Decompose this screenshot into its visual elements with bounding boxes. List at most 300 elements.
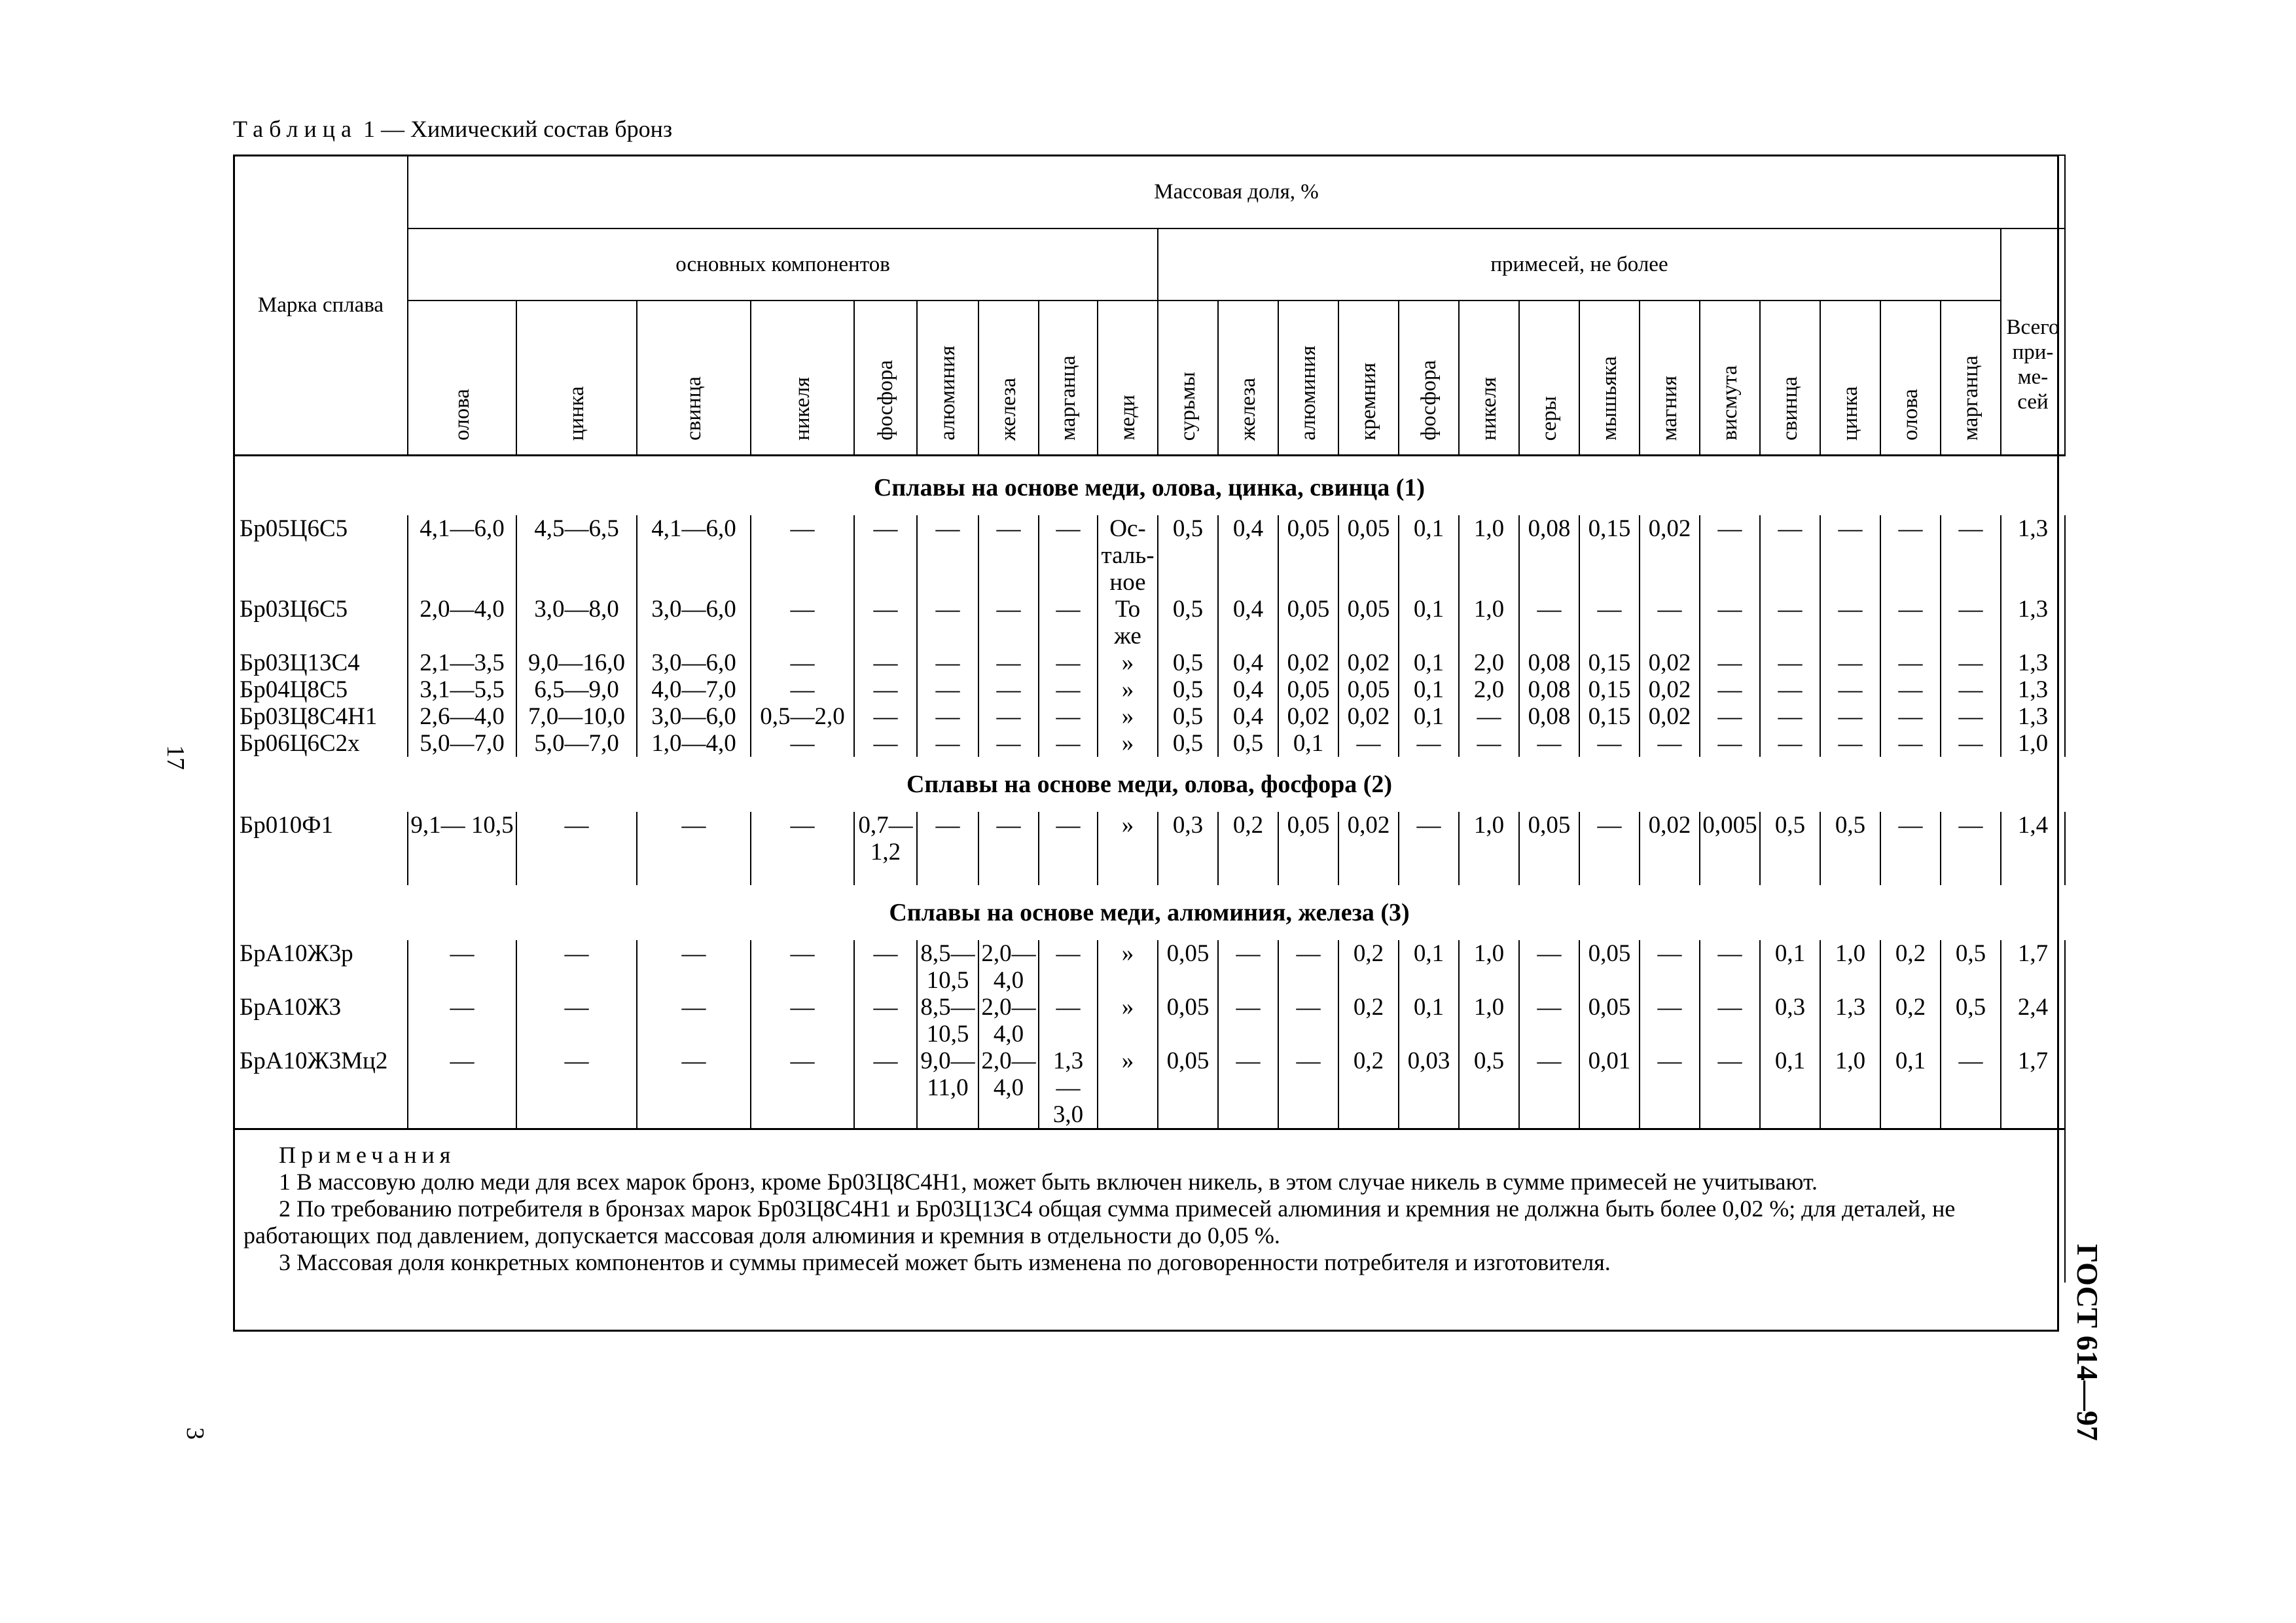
- main-value-cell: 6,5—9,0: [516, 676, 637, 703]
- column-header-row: [234, 301, 2065, 456]
- impurity-value-cell: 0,15: [1579, 676, 1640, 703]
- main-value-cell: —: [637, 994, 751, 1048]
- impurity-value-cell: 0,1: [1399, 940, 1459, 994]
- impurity-value-cell: 0,5: [1158, 515, 1218, 596]
- main-value-cell: —: [854, 649, 917, 676]
- impurity-value-cell: 0,3: [1760, 994, 1820, 1048]
- main-value-cell: —: [854, 1048, 917, 1129]
- impurity-value-cell: 0,05: [1278, 596, 1338, 649]
- impurity-col-label: алюминия: [1296, 346, 1320, 441]
- impurity-value-cell: —: [1700, 940, 1760, 994]
- impurity-value-cell: —: [1760, 676, 1820, 703]
- table-row: [234, 649, 2065, 676]
- impurity-value-cell: 0,1: [1399, 596, 1459, 649]
- main-value-cell: —: [751, 649, 854, 676]
- main-value-cell: —: [1039, 649, 1098, 676]
- impurity-col-label: висмута: [1717, 365, 1742, 441]
- main-col-label: меди: [1115, 395, 1139, 441]
- impurity-value-cell: 0,08: [1519, 676, 1579, 703]
- impurity-value-cell: —: [1399, 730, 1459, 757]
- impurity-value-cell: 0,5: [1158, 703, 1218, 730]
- impurity-col-header: [1640, 301, 1700, 456]
- impurity-value-cell: —: [1880, 730, 1941, 757]
- impurity-value-cell: 0,5: [1158, 676, 1218, 703]
- impurity-value-cell: —: [1218, 1048, 1278, 1129]
- impurity-value-cell: 0,005: [1700, 812, 1760, 885]
- total-cell: 2,4: [2001, 994, 2065, 1048]
- main-value-cell: 8,5— 10,5: [917, 994, 978, 1048]
- impurity-col-header: [1338, 301, 1399, 456]
- main-value-cell: —: [1039, 812, 1098, 885]
- impurity-value-cell: —: [1700, 730, 1760, 757]
- main-value-cell: —: [516, 1048, 637, 1129]
- impurity-value-cell: —: [1880, 703, 1941, 730]
- impurity-value-cell: 0,05: [1338, 676, 1399, 703]
- impurity-value-cell: —: [1278, 940, 1338, 994]
- impurity-value-cell: —: [1278, 1048, 1338, 1129]
- main-value-cell: 1,3— 3,0: [1039, 1048, 1098, 1129]
- note-item: 3 Массовая доля конкретных компонентов и суммы примесей может быть изменена по договоренности потребителя и изготовителя.: [279, 1249, 1611, 1275]
- main-col-label: алюминия: [935, 346, 960, 441]
- table-row: [234, 994, 2065, 1048]
- impurity-value-cell: —: [1459, 703, 1519, 730]
- impurity-value-cell: 0,05: [1278, 515, 1338, 596]
- impurity-value-cell: —: [1640, 596, 1700, 649]
- main-value-cell: 4,0—7,0: [637, 676, 751, 703]
- impurity-value-cell: 0,05: [1519, 812, 1579, 885]
- impurity-value-cell: 2,0: [1459, 649, 1519, 676]
- impurity-value-cell: —: [1880, 596, 1941, 649]
- note-item: 2 По требованию потребителя в бронзах марок Бр03Ц8С4Н1 и Бр03Ц13С4 общая сумма примесей алюминия и кремния не должна быть более 0,02 %; для деталей, не работающих под давлением, допускается массовая доля алюминия и кремния в отдельности до 0,05 %.: [243, 1195, 1956, 1249]
- impurity-value-cell: 0,2: [1218, 812, 1278, 885]
- section-row: [234, 757, 2065, 812]
- impurity-col-label: фосфора: [1416, 360, 1441, 441]
- impurity-value-cell: —: [1820, 596, 1880, 649]
- impurity-value-cell: 1,0: [1459, 596, 1519, 649]
- main-value-cell: —: [854, 994, 917, 1048]
- note-item: 1 В массовую долю меди для всех марок бронз, кроме Бр03Ц8С4Н1, может быть включен никель, в этом случае никель в сумме примесей не учитывают.: [279, 1169, 1818, 1195]
- main-value-cell: 2,0— 4,0: [978, 1048, 1039, 1129]
- impurity-col-header: [1399, 301, 1459, 456]
- impurity-value-cell: 0,05: [1158, 940, 1218, 994]
- table-row: [234, 703, 2065, 730]
- impurity-col-label: магния: [1657, 375, 1681, 441]
- main-value-cell: 2,0— 4,0: [978, 940, 1039, 994]
- main-value-cell: —: [1039, 940, 1098, 994]
- main-col-header: [1039, 301, 1098, 456]
- main-value-cell: —: [917, 730, 978, 757]
- section-title: Сплавы на основе меди, алюминия, железа (3): [889, 898, 1410, 926]
- impurity-col-label: цинка: [1838, 386, 1862, 441]
- main-value-cell: —: [1039, 703, 1098, 730]
- total-cell: 1,3: [2001, 649, 2065, 676]
- impurity-value-cell: 0,1: [1760, 1048, 1820, 1129]
- page-number-3: 3: [181, 1427, 209, 1440]
- main-value-cell: 3,0—6,0: [637, 649, 751, 676]
- impurity-col-header: [1218, 301, 1278, 456]
- main-value-cell: —: [751, 596, 854, 649]
- impurity-value-cell: 0,02: [1338, 812, 1399, 885]
- impurity-value-cell: —: [1640, 940, 1700, 994]
- main-value-cell: —: [751, 940, 854, 994]
- main-value-cell: —: [1039, 730, 1098, 757]
- impurity-value-cell: 1,3: [1820, 994, 1880, 1048]
- main-value-cell: 9,1— 10,5: [408, 812, 516, 885]
- main-value-cell: 9,0—16,0: [516, 649, 637, 676]
- main-col-label: свинца: [681, 376, 706, 441]
- main-col-label: марганца: [1056, 356, 1080, 441]
- impurity-value-cell: 0,02: [1278, 649, 1338, 676]
- impurity-value-cell: 0,08: [1519, 515, 1579, 596]
- main-value-cell: —: [978, 515, 1039, 596]
- chemical-composition-table: [233, 155, 2066, 1283]
- main-value-cell: —: [408, 940, 516, 994]
- impurity-value-cell: —: [1640, 730, 1700, 757]
- impurity-col-header: [1158, 301, 1218, 456]
- main-value-cell: —: [751, 994, 854, 1048]
- impurity-value-cell: 1,0: [1459, 515, 1519, 596]
- main-value-cell: —: [854, 676, 917, 703]
- impurity-value-cell: —: [1760, 649, 1820, 676]
- impurity-value-cell: 0,4: [1218, 703, 1278, 730]
- grade-header: Марка сплава: [234, 155, 408, 456]
- impurity-value-cell: —: [1640, 1048, 1700, 1129]
- main-value-cell: —: [516, 994, 637, 1048]
- impurity-value-cell: —: [1338, 730, 1399, 757]
- impurity-value-cell: —: [1941, 1048, 2001, 1129]
- main-value-cell: —: [978, 676, 1039, 703]
- table-row: [234, 676, 2065, 703]
- impurity-col-header: [1278, 301, 1338, 456]
- impurity-value-cell: —: [1519, 596, 1579, 649]
- main-col-label: никеля: [790, 377, 814, 441]
- main-value-cell: 8,5— 10,5: [917, 940, 978, 994]
- impurity-value-cell: 0,1: [1399, 515, 1459, 596]
- main-value-cell: »: [1098, 940, 1158, 994]
- impurity-value-cell: 0,2: [1880, 940, 1941, 994]
- impurity-value-cell: 1,0: [1820, 1048, 1880, 1129]
- main-value-cell: 9,0— 11,0: [917, 1048, 978, 1129]
- main-col-header: [1098, 301, 1158, 456]
- impurity-value-cell: 0,1: [1399, 703, 1459, 730]
- total-cell: 1,7: [2001, 1048, 2065, 1129]
- impurity-col-header: [1880, 301, 1941, 456]
- total-cell: 1,3: [2001, 703, 2065, 730]
- impurity-value-cell: 0,15: [1579, 649, 1640, 676]
- grade-cell: БрА10Ж3: [234, 994, 408, 1048]
- impurity-value-cell: —: [1941, 596, 2001, 649]
- main-value-cell: —: [408, 994, 516, 1048]
- impurity-col-header: [1700, 301, 1760, 456]
- impurity-value-cell: 0,5: [1158, 649, 1218, 676]
- impurity-value-cell: —: [1519, 940, 1579, 994]
- impurity-value-cell: 0,5: [1218, 730, 1278, 757]
- main-value-cell: 2,6—4,0: [408, 703, 516, 730]
- impurity-col-label: мышьяка: [1597, 356, 1621, 441]
- impurity-value-cell: 0,4: [1218, 676, 1278, 703]
- main-value-cell: Ос-таль-ное: [1098, 515, 1158, 596]
- main-value-cell: —: [854, 703, 917, 730]
- impurity-value-cell: 0,5: [1941, 994, 2001, 1048]
- impurity-value-cell: —: [1941, 812, 2001, 885]
- impurity-value-cell: 0,05: [1579, 940, 1640, 994]
- main-value-cell: »: [1098, 676, 1158, 703]
- main-value-cell: 4,5—6,5: [516, 515, 637, 596]
- impurity-col-header: [1519, 301, 1579, 456]
- impurity-value-cell: —: [1640, 994, 1700, 1048]
- main-value-cell: 5,0—7,0: [408, 730, 516, 757]
- impurity-value-cell: 0,15: [1579, 703, 1640, 730]
- impurity-value-cell: 0,5: [1158, 596, 1218, 649]
- impurity-value-cell: 0,05: [1579, 994, 1640, 1048]
- main-value-cell: —: [637, 812, 751, 885]
- main-value-cell: То же: [1098, 596, 1158, 649]
- table-row: [234, 596, 2065, 649]
- table-caption: [233, 115, 672, 143]
- impurity-col-header: [1459, 301, 1519, 456]
- impurity-col-label: олова: [1898, 389, 1922, 441]
- main-value-cell: —: [978, 649, 1039, 676]
- main-value-cell: —: [854, 515, 917, 596]
- grade-cell: Бр03Ц8С4Н1: [234, 703, 408, 730]
- main-value-cell: —: [408, 1048, 516, 1129]
- main-col-header: [516, 301, 637, 456]
- grade-cell: Бр010Ф1: [234, 812, 408, 885]
- main-value-cell: —: [854, 730, 917, 757]
- impurity-value-cell: 0,5: [1459, 1048, 1519, 1129]
- main-value-cell: —: [637, 940, 751, 994]
- impurity-value-cell: —: [1941, 515, 2001, 596]
- page-number-17: 17: [162, 745, 189, 770]
- main-value-cell: 3,1—5,5: [408, 676, 516, 703]
- notes-row: [234, 1129, 2065, 1283]
- impurity-value-cell: —: [1880, 515, 1941, 596]
- impurity-value-cell: 0,5: [1820, 812, 1880, 885]
- main-col-header: [917, 301, 978, 456]
- impurity-value-cell: 0,5: [1941, 940, 2001, 994]
- caption-label: Таблица: [233, 116, 357, 142]
- impurity-col-header: [1579, 301, 1640, 456]
- main-value-cell: —: [917, 596, 978, 649]
- impurity-value-cell: 0,02: [1278, 703, 1338, 730]
- main-value-cell: »: [1098, 703, 1158, 730]
- notes-cell: [234, 1129, 2065, 1283]
- impurity-value-cell: 0,2: [1338, 940, 1399, 994]
- main-value-cell: »: [1098, 994, 1158, 1048]
- impurity-value-cell: —: [1820, 703, 1880, 730]
- main-value-cell: 3,0—6,0: [637, 596, 751, 649]
- impurity-value-cell: 0,05: [1338, 596, 1399, 649]
- impurity-value-cell: 0,1: [1760, 940, 1820, 994]
- main-col-label: железа: [996, 377, 1020, 441]
- grade-cell: Бр03Ц6С5: [234, 596, 408, 649]
- main-value-cell: —: [751, 1048, 854, 1129]
- main-value-cell: 4,1—6,0: [637, 515, 751, 596]
- impurity-value-cell: —: [1700, 515, 1760, 596]
- main-value-cell: 5,0—7,0: [516, 730, 637, 757]
- section-title: Сплавы на основе меди, олова, фосфора (2): [906, 770, 1393, 798]
- main-value-cell: —: [751, 515, 854, 596]
- impurity-value-cell: —: [1459, 730, 1519, 757]
- impurity-value-cell: —: [1218, 994, 1278, 1048]
- main-value-cell: 1,0—4,0: [637, 730, 751, 757]
- grade-cell: БрА10Ж3Мц2: [234, 1048, 408, 1129]
- impurity-value-cell: —: [1519, 1048, 1579, 1129]
- impurity-col-label: марганца: [1958, 356, 1982, 441]
- impurity-value-cell: 0,2: [1338, 994, 1399, 1048]
- impurity-value-cell: 0,02: [1640, 676, 1700, 703]
- impurity-value-cell: —: [1218, 940, 1278, 994]
- main-value-cell: —: [1039, 596, 1098, 649]
- impurity-value-cell: 0,5: [1158, 730, 1218, 757]
- main-value-cell: —: [516, 812, 637, 885]
- impurity-value-cell: 0,08: [1519, 649, 1579, 676]
- main-col-label: цинка: [564, 386, 588, 441]
- impurity-value-cell: 0,05: [1278, 812, 1338, 885]
- impurity-value-cell: —: [1880, 676, 1941, 703]
- main-value-cell: —: [751, 812, 854, 885]
- main-value-cell: —: [751, 730, 854, 757]
- impurity-value-cell: —: [1579, 596, 1640, 649]
- impurity-value-cell: —: [1579, 812, 1640, 885]
- main-value-cell: 0,7— 1,2: [854, 812, 917, 885]
- impurity-value-cell: —: [1820, 649, 1880, 676]
- table-body: [234, 456, 2065, 1283]
- main-value-cell: —: [978, 703, 1039, 730]
- separator-cell: [234, 456, 2065, 461]
- impurity-value-cell: —: [1700, 596, 1760, 649]
- impurity-value-cell: 0,05: [1158, 1048, 1218, 1129]
- impurity-value-cell: —: [1880, 649, 1941, 676]
- impurity-value-cell: 0,05: [1338, 515, 1399, 596]
- grade-cell: БрА10Ж3р: [234, 940, 408, 994]
- impurity-value-cell: 2,0: [1459, 676, 1519, 703]
- impurity-value-cell: 1,0: [1459, 940, 1519, 994]
- impurity-value-cell: 0,1: [1880, 1048, 1941, 1129]
- impurity-value-cell: —: [1941, 730, 2001, 757]
- table-row: [234, 1048, 2065, 1129]
- impurity-value-cell: 0,05: [1158, 994, 1218, 1048]
- main-value-cell: 7,0—10,0: [516, 703, 637, 730]
- impurity-value-cell: 1,0: [1820, 940, 1880, 994]
- main-value-cell: —: [637, 1048, 751, 1129]
- impurity-col-label: сурьмы: [1175, 371, 1200, 441]
- impurity-value-cell: 0,01: [1579, 1048, 1640, 1129]
- impurity-value-cell: —: [1760, 515, 1820, 596]
- grade-cell: Бр03Ц13С4: [234, 649, 408, 676]
- grade-cell: Бр06Ц6С2х: [234, 730, 408, 757]
- section-title: Сплавы на основе меди, олова, цинка, свинца (1): [873, 473, 1426, 501]
- impurity-value-cell: 0,2: [1880, 994, 1941, 1048]
- main-col-header: [637, 301, 751, 456]
- impurity-value-cell: —: [1760, 703, 1820, 730]
- grade-cell: Бр04Ц8С5: [234, 676, 408, 703]
- caption-text: 1 — Химический состав бронз: [363, 116, 673, 142]
- impurity-value-cell: —: [1278, 994, 1338, 1048]
- impurity-value-cell: 0,1: [1399, 994, 1459, 1048]
- main-value-cell: »: [1098, 812, 1158, 885]
- impurity-value-cell: 0,02: [1640, 515, 1700, 596]
- impurity-col-label: кремния: [1356, 363, 1380, 441]
- document-code: ГОСТ 614—97: [2071, 1244, 2104, 1441]
- main-value-cell: —: [917, 515, 978, 596]
- main-value-cell: —: [751, 676, 854, 703]
- impurity-col-label: никеля: [1477, 377, 1501, 441]
- impurity-value-cell: —: [1519, 994, 1579, 1048]
- impurity-value-cell: 0,3: [1158, 812, 1218, 885]
- notes-title: Примечания: [279, 1142, 456, 1168]
- main-col-header: [854, 301, 917, 456]
- impurity-value-cell: 1,0: [1459, 994, 1519, 1048]
- main-col-label: олова: [450, 389, 474, 441]
- impurity-value-cell: —: [1399, 812, 1459, 885]
- impurity-value-cell: —: [1579, 730, 1640, 757]
- main-col-header: [978, 301, 1039, 456]
- main-value-cell: 3,0—6,0: [637, 703, 751, 730]
- main-col-header: [408, 301, 516, 456]
- mass-fraction-header: Массовая доля, %: [408, 155, 2065, 228]
- main-value-cell: —: [978, 812, 1039, 885]
- grade-cell: Бр05Ц6С5: [234, 515, 408, 596]
- impurity-value-cell: 0,08: [1519, 703, 1579, 730]
- main-value-cell: 2,0—4,0: [408, 596, 516, 649]
- impurity-col-label: свинца: [1778, 376, 1802, 441]
- impurity-value-cell: 0,1: [1278, 730, 1338, 757]
- impurity-col-header: [1820, 301, 1880, 456]
- main-value-cell: —: [917, 676, 978, 703]
- impurity-col-label: серы: [1537, 395, 1561, 441]
- impurity-value-cell: —: [1880, 812, 1941, 885]
- main-value-cell: 0,5—2,0: [751, 703, 854, 730]
- total-cell: 1,3: [2001, 596, 2065, 649]
- section-row: [234, 460, 2065, 515]
- total-cell: 1,3: [2001, 515, 2065, 596]
- impurity-value-cell: 0,02: [1338, 649, 1399, 676]
- impurity-value-cell: 0,05: [1278, 676, 1338, 703]
- impurity-col-header: [1760, 301, 1820, 456]
- main-value-cell: —: [917, 703, 978, 730]
- impurity-value-cell: —: [1941, 676, 2001, 703]
- impurity-value-cell: —: [1941, 649, 2001, 676]
- impurity-value-cell: —: [1760, 596, 1820, 649]
- main-value-cell: —: [917, 649, 978, 676]
- total-cell: 1,4: [2001, 812, 2065, 885]
- table-row: [234, 812, 2065, 885]
- header-separator: [234, 456, 2065, 461]
- impurity-value-cell: —: [1700, 1048, 1760, 1129]
- impurity-col-header: [1941, 301, 2001, 456]
- impurity-value-cell: 0,02: [1640, 812, 1700, 885]
- main-value-cell: —: [1039, 994, 1098, 1048]
- table-row: [234, 940, 2065, 994]
- main-value-cell: —: [854, 596, 917, 649]
- main-value-cell: 2,0— 4,0: [978, 994, 1039, 1048]
- main-value-cell: 3,0—8,0: [516, 596, 637, 649]
- impurity-value-cell: —: [1820, 676, 1880, 703]
- total-cell: 1,3: [2001, 676, 2065, 703]
- main-value-cell: —: [854, 940, 917, 994]
- main-value-cell: 2,1—3,5: [408, 649, 516, 676]
- impurity-value-cell: —: [1700, 994, 1760, 1048]
- main-value-cell: —: [516, 940, 637, 994]
- main-col-label: фосфора: [873, 360, 897, 441]
- impurity-value-cell: 1,0: [1459, 812, 1519, 885]
- impurity-value-cell: —: [1519, 730, 1579, 757]
- impurity-value-cell: —: [1820, 730, 1880, 757]
- total-cell: 1,0: [2001, 730, 2065, 757]
- impurity-value-cell: 0,4: [1218, 649, 1278, 676]
- impurity-col-label: железа: [1236, 377, 1260, 441]
